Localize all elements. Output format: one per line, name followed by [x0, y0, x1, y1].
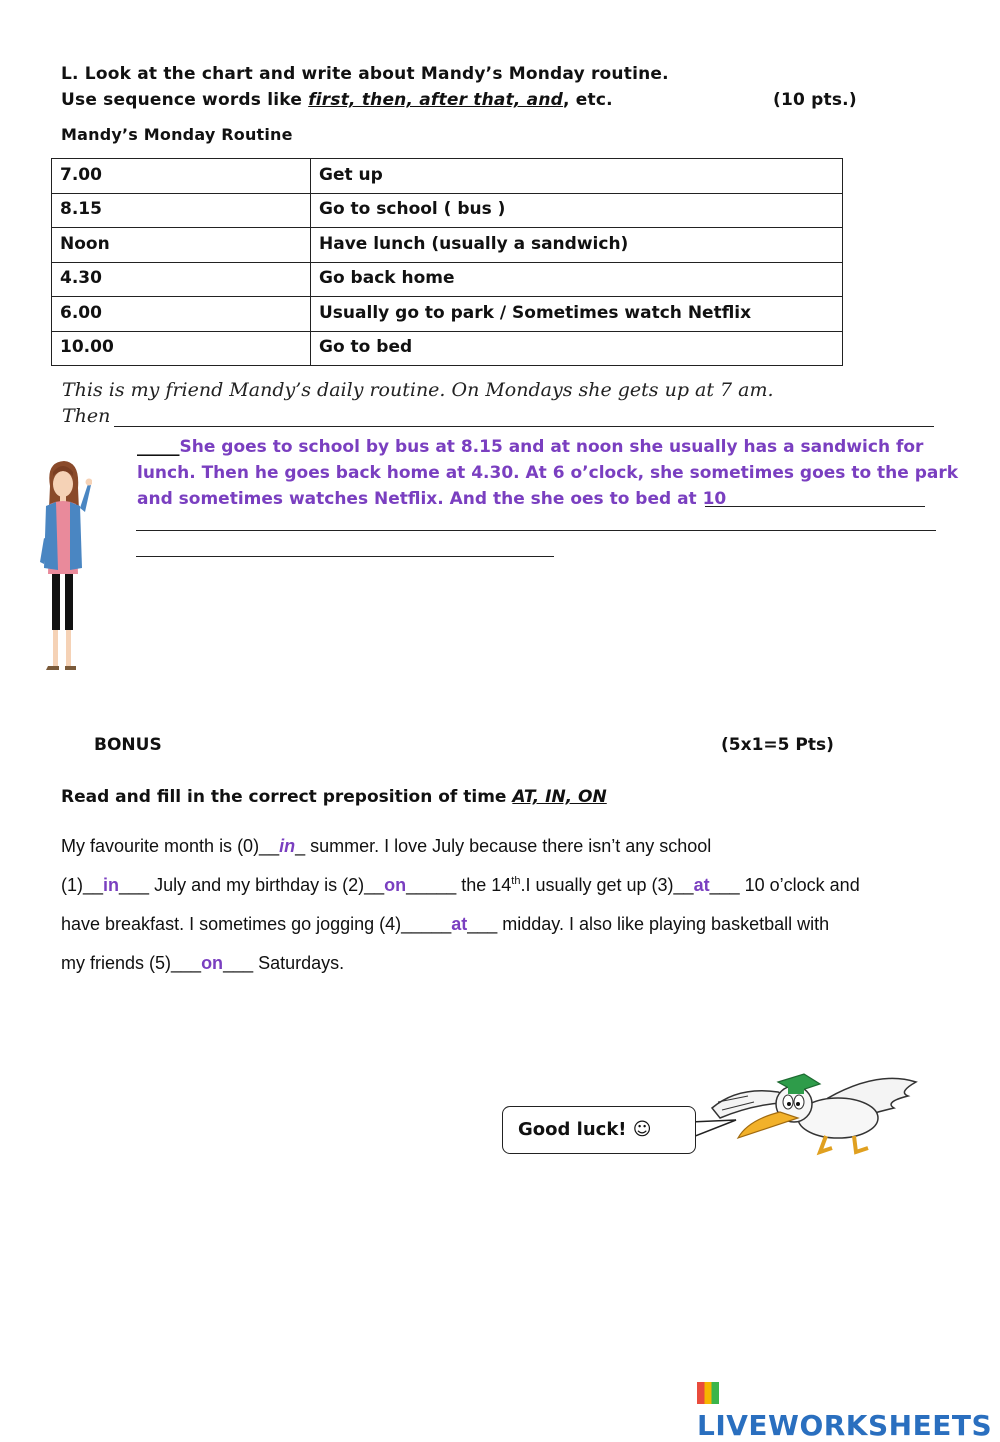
- logo-icon: [697, 1382, 719, 1404]
- blank-line-2: [705, 506, 925, 507]
- blank-line-4: [136, 556, 554, 557]
- routine-row: [52, 228, 843, 263]
- routine-time-cell: 7.00: [52, 159, 311, 194]
- task-instruction-line2: Use sequence words like first, then, after that, and, etc.: [61, 90, 613, 110]
- bonus-line-4: my friends (5)___on___ Saturdays.: [61, 953, 345, 973]
- girl-illustration: [36, 458, 92, 672]
- routine-activity-cell: Usually go to park / Sometimes watch Netflix: [311, 297, 843, 332]
- routine-time-cell: 10.00: [52, 331, 311, 366]
- bonus-line-1: My favourite month is (0)__in_ summer. I love July because there isn’t any school: [61, 836, 712, 856]
- blank-line-1: [114, 426, 934, 427]
- liveworksheets-logo[interactable]: LIVEWORKSHEETS: [697, 1376, 1000, 1442]
- routine-time-cell: 8.15: [52, 193, 311, 228]
- routine-activity-cell: Have lunch (usually a sandwich): [311, 228, 843, 263]
- routine-time-cell: 6.00: [52, 297, 311, 332]
- bonus-instruction: Read and fill in the correct preposition of time AT, IN, ON: [61, 787, 607, 807]
- answer-paragraph[interactable]: [137, 434, 958, 512]
- routine-activity-cell: Go to bed: [311, 331, 843, 366]
- model-then: Then: [62, 405, 111, 427]
- blank-3[interactable]: at: [693, 875, 710, 895]
- routine-activity-cell: Go back home: [311, 262, 843, 297]
- bonus-line-2: (1)__in___ July and my birthday is (2)__on_____ the 14th.I usually get up (3)__at___ 10 o’clock and: [61, 875, 860, 895]
- task-instruction-line1: L. Look at the chart and write about Mandy’s Monday routine.: [61, 64, 669, 84]
- model-sentence: This is my friend Mandy’s daily routine. On Mondays she gets up at 7 am.: [62, 379, 774, 401]
- routine-activity-cell: Go to school ( bus ): [311, 193, 843, 228]
- good-luck-bubble: [502, 1106, 696, 1154]
- blank-2[interactable]: on: [384, 875, 407, 895]
- routine-activity-cell: Get up: [311, 159, 843, 194]
- routine-row: [52, 297, 843, 332]
- pelican-illustration: [708, 1062, 920, 1158]
- blank-0[interactable]: in: [279, 836, 296, 856]
- routine-title: Mandy’s Monday Routine: [61, 125, 293, 144]
- answer-line-2: lunch. Then he goes back home at 4.30. At 6 o’clock, she sometimes goes to the park: [137, 463, 959, 483]
- bonus-title: BONUS: [94, 735, 162, 755]
- routine-time-cell: Noon: [52, 228, 311, 263]
- good-luck-text: Good luck! ☺: [518, 1119, 652, 1140]
- routine-row: [52, 159, 843, 194]
- bonus-line-3: have breakfast. I sometimes go jogging (4)_____at___ midday. I also like playing basketball with: [61, 914, 830, 934]
- blank-4[interactable]: at: [451, 914, 468, 934]
- routine-table: [51, 158, 843, 366]
- sequence-words: first, then, after that, and: [308, 90, 564, 110]
- task-points: (10 pts.): [773, 90, 857, 110]
- answer-line-1: _____She goes to school by bus at 8.15 and at noon she usually has a sandwich for: [137, 437, 924, 457]
- routine-row: [52, 331, 843, 366]
- answer-line-3: and sometimes watches Netflix. And the she oes to bed at 10: [137, 489, 727, 509]
- routine-row: [52, 193, 843, 228]
- preposition-words: AT, IN, ON: [512, 787, 607, 807]
- blank-1[interactable]: in: [103, 875, 120, 895]
- blank-5[interactable]: on: [201, 953, 224, 973]
- routine-row: [52, 262, 843, 297]
- routine-time-cell: 4.30: [52, 262, 311, 297]
- blank-line-3: [136, 530, 936, 531]
- bonus-points: (5x1=5 Pts): [721, 735, 834, 755]
